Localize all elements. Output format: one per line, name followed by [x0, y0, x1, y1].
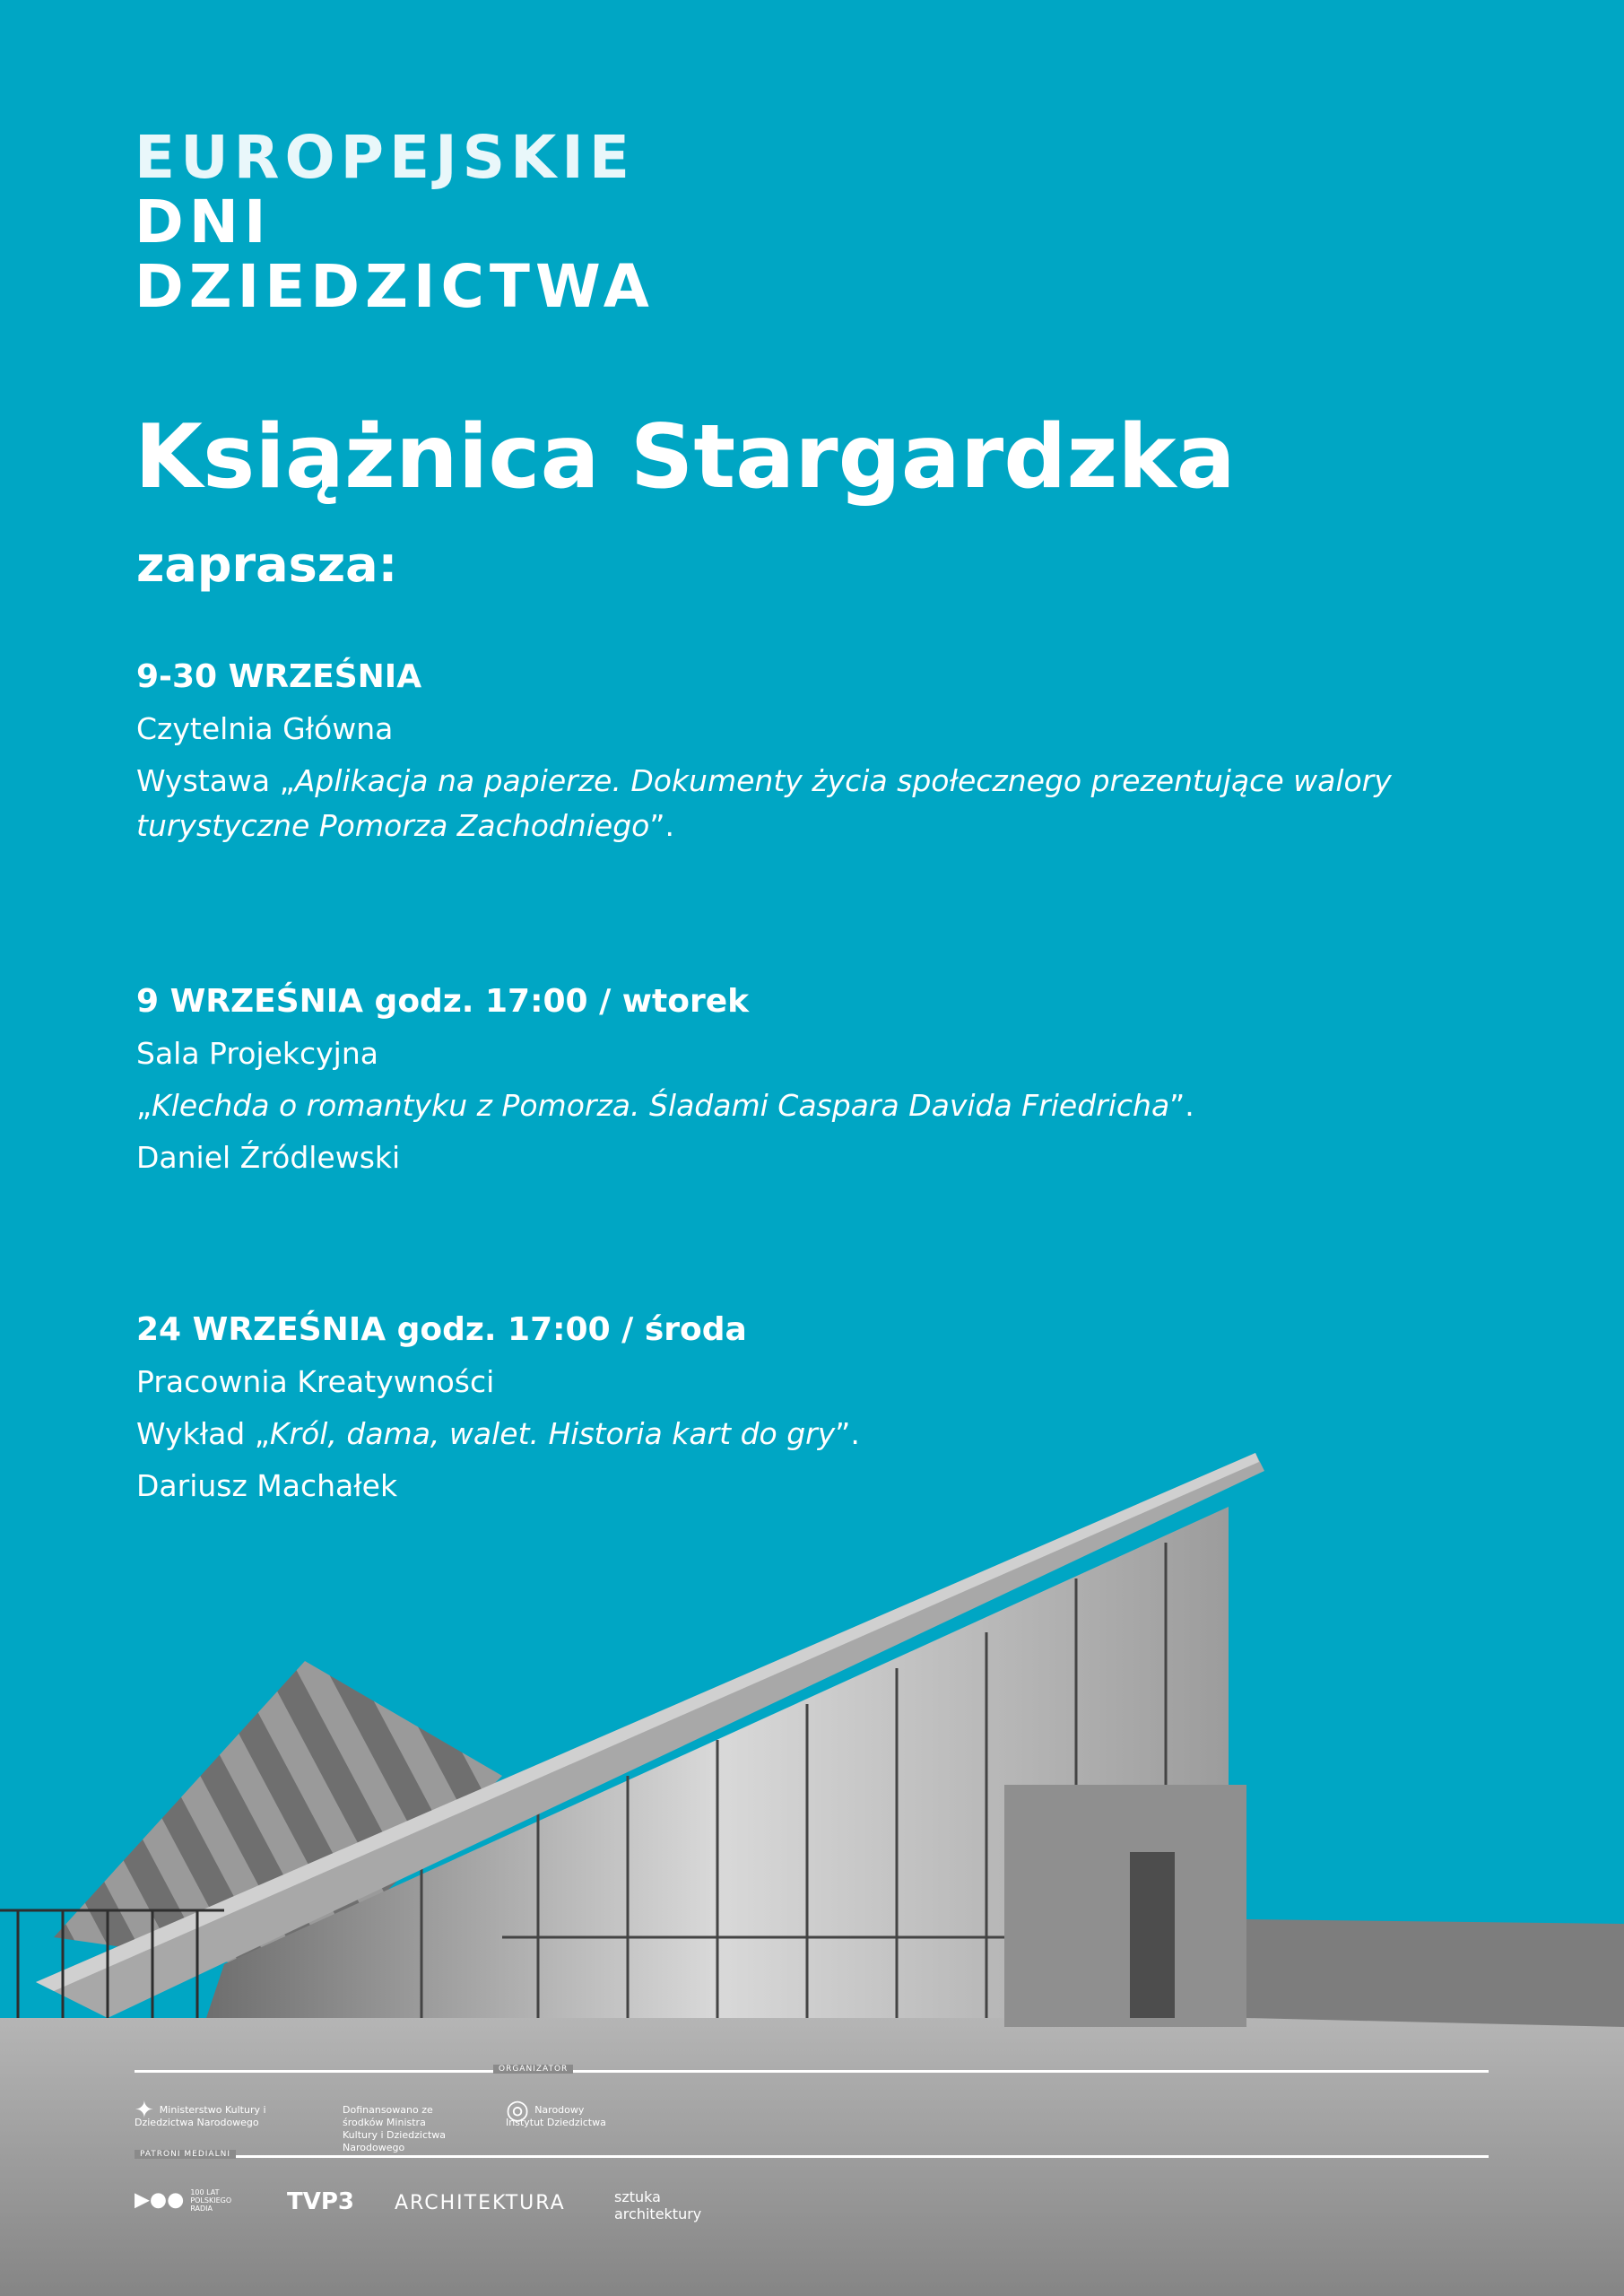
play-icon: ▶●● [135, 2188, 185, 2212]
event-description: Wystawa „Aplikacja na papierze. Dokumenty życia społecznego prezentujące walory turystyczne Pomorza Zachodniego”. [136, 763, 1392, 843]
organizer-label: ORGANIZATOR [493, 2065, 573, 2074]
logo-line-2: DNI [135, 187, 272, 257]
logo-line-3: DZIEDZICTWA [135, 252, 655, 321]
festival-logo [135, 123, 655, 321]
media-rule [135, 2155, 1489, 2158]
event-date: 24 WRZEŚNIA godz. 17:00 / środa [136, 1311, 747, 1348]
event-title: Król, dama, walet. Historia kart do gry [269, 1416, 836, 1451]
event-description: „Klechda o romantyku z Pomorza. Śladami Caspara Davida Friedricha”. [136, 1088, 1194, 1123]
event-place: Pracownia Kreatywności [136, 1364, 495, 1399]
event-title: Klechda o romantyku z Pomorza. Śladami Caspara Davida Friedricha [152, 1088, 1170, 1123]
radio-logo [135, 2188, 230, 2213]
organizer-rule [135, 2070, 1489, 2073]
architektura-logo: ARCHITEKTURA [395, 2192, 566, 2214]
logo-line-1: EUROPEJSKIE [135, 123, 635, 192]
event-1 [136, 655, 1499, 856]
event-place: Sala Projekcyjna [136, 1036, 378, 1071]
media-label: PATRONI MEDIALNI [135, 2150, 236, 2159]
page-title: Książnica Stargardzka [135, 406, 1236, 509]
event-speaker: Daniel Źródlewski [136, 1140, 401, 1175]
tvp-logo: TVP3 [287, 2188, 355, 2215]
event-date: 9-30 WRZEŚNIA [136, 658, 422, 695]
page-subtitle: zaprasza: [136, 536, 398, 593]
nid-name: Narodowy Instytut Dziedzictwa [506, 2104, 606, 2128]
event-date: 9 WRZEŚNIA godz. 17:00 / wtorek [136, 983, 750, 1020]
funding-note: Dofinansowano ze środków Ministra Kultury i Dziedzictwa Narodowego [343, 2104, 447, 2153]
nid-icon: ◎ [506, 2094, 530, 2126]
event-description: Wykład „Król, dama, walet. Historia kart do gry”. [136, 1416, 860, 1451]
sztuka-logo: sztuka architektury [614, 2188, 702, 2222]
event-speaker: Dariusz Machałek [136, 1468, 398, 1503]
building-photo [0, 1399, 1624, 2296]
ministry-logo [135, 2097, 323, 2129]
event-place: Czytelnia Główna [136, 711, 394, 746]
nid-logo [506, 2094, 613, 2129]
event-2 [136, 979, 1499, 1180]
event-title: Aplikacja na papierze. Dokumenty życia społecznego prezentujące walory turystyczne Pomorza Zachodniego [136, 763, 1392, 843]
ministry-name: Ministerstwo Kultury i Dziedzictwa Narodowego [135, 2104, 266, 2128]
eagle-icon: ✦ [135, 2097, 154, 2124]
radio-name: 100 LAT POLSKIEGO RADIA [190, 2188, 232, 2213]
